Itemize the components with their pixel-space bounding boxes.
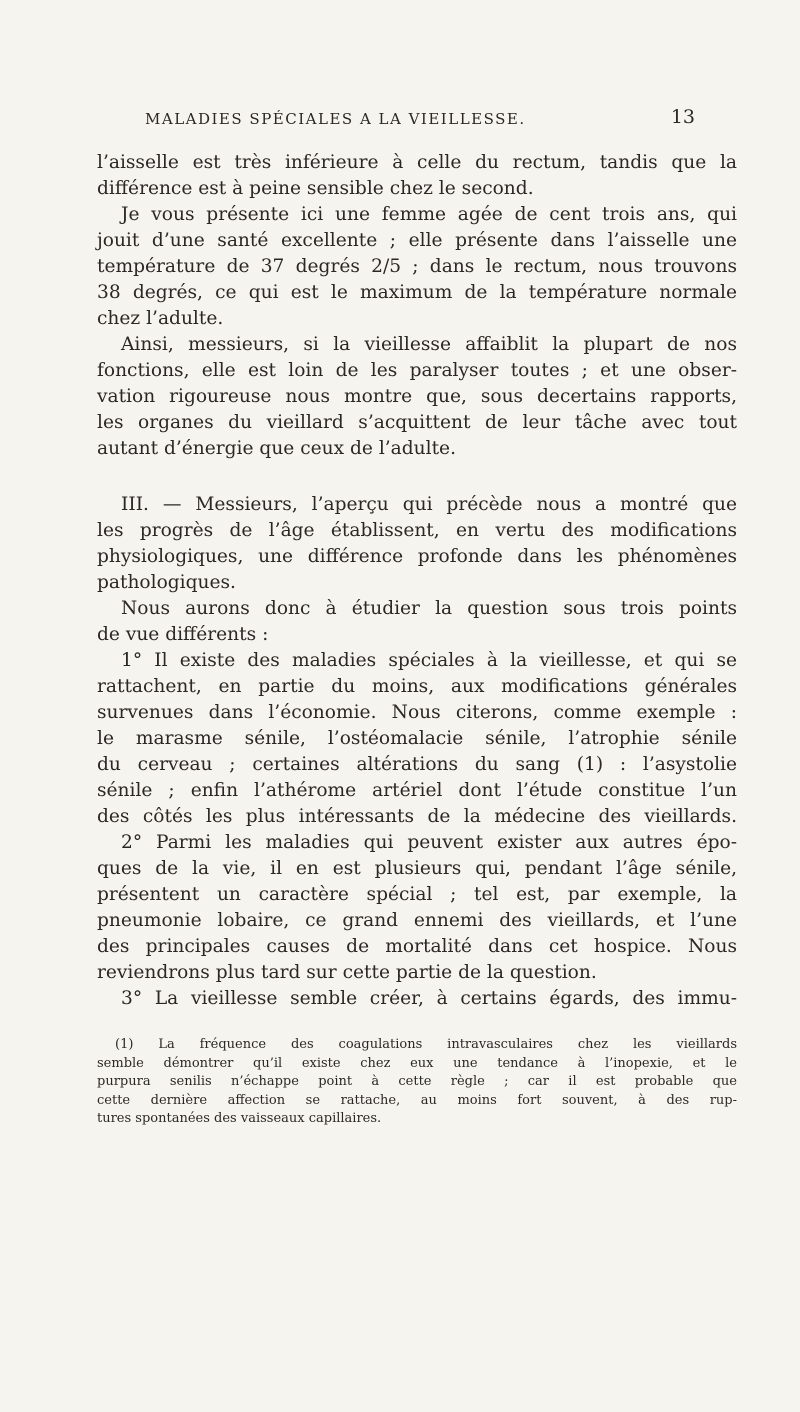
footnote-line: semble démontrer qu’il existe chez eux une tendance à l’inopexie, et le (97, 1055, 737, 1071)
footnotes (97, 1036, 737, 1129)
running-title: MALADIES SPÉCIALES A LA VIEILLESSE. (145, 110, 526, 128)
text-line: ques de la vie, il en est plusieurs qui, pendant l’âge sénile, (97, 858, 737, 879)
body-text (97, 150, 737, 1012)
text-line: Ainsi, messieurs, si la vieillesse affaiblit la plupart de nos (121, 334, 737, 355)
text-line: Je vous présente ici une femme agée de cent trois ans, qui (121, 204, 737, 225)
footnote-line: cette dernière affection se rattache, au moins fort souvent, à des rup- (97, 1092, 737, 1108)
text-line: 3° La vieillesse semble créer, à certains égards, des immu- (121, 988, 737, 1009)
text-line: le marasme sénile, l’ostéomalacie sénile, l’atrophie sénile (97, 728, 737, 749)
text-line: Nous aurons donc à étudier la question sous trois points (121, 598, 737, 619)
page-number: 13 (670, 106, 695, 128)
running-head (97, 100, 737, 140)
text-line: fonctions, elle est loin de les paralyser toutes ; et une obser- (97, 360, 737, 381)
footnote-line: tures spontanées des vaisseaux capillaires. (97, 1111, 382, 1126)
footnote-line: purpura senilis n’échappe point à cette règle ; car il est probable que (97, 1074, 737, 1089)
text-line: des côtés les plus intéressants de la médecine des vieillards. (97, 806, 737, 827)
text-line: présentent un caractère spécial ; tel est, par exemple, la (97, 884, 737, 905)
text-line: température de 37 degrés 2/5 ; dans le rectum, nous trouvons (97, 256, 737, 277)
text-line: sénile ; enfin l’athérome artériel dont l’étude constitue l’un (97, 780, 737, 801)
text-line: 1° Il existe des maladies spéciales à la vieillesse, et qui se (121, 650, 737, 671)
footnote-line: (1) La fréquence des coagulations intravasculaires chez les vieillards (115, 1037, 737, 1052)
text-line: différence est à peine sensible chez le second. (97, 178, 534, 199)
text-line: les progrès de l’âge établissent, en vertu des modifications (97, 520, 737, 541)
text-line: de vue différents : (97, 624, 269, 645)
text-line: III. — Messieurs, l’aperçu qui précède nous a montré que (121, 494, 737, 515)
text-line: pneumonie lobaire, ce grand ennemi des vieillards, et l’une (97, 910, 737, 931)
text-line: du cerveau ; certaines altérations du sang (1) : l’asystolie (97, 754, 737, 775)
text-line: rattachent, en partie du moins, aux modifications générales (97, 676, 737, 697)
text-line: vation rigoureuse nous montre que, sous decertains rapports, (97, 386, 737, 407)
section-gap (97, 462, 737, 492)
text-line: survenues dans l’économie. Nous citerons, comme exemple : (97, 702, 737, 723)
text-line: chez l’adulte. (97, 308, 224, 329)
text-line: 38 degrés, ce qui est le maximum de la température normale (97, 282, 737, 303)
text-line: jouit d’une santé excellente ; elle présente dans l’aisselle une (97, 230, 737, 251)
text-line: les organes du vieillard s’acquittent de leur tâche avec tout (97, 412, 737, 433)
text-line: pathologiques. (97, 572, 236, 593)
text-line: l’aisselle est très inférieure à celle du rectum, tandis que la (97, 152, 737, 173)
text-line: reviendrons plus tard sur cette partie de la question. (97, 962, 597, 983)
text-line: autant d’énergie que ceux de l’adulte. (97, 438, 456, 459)
text-line: des principales causes de mortalité dans cet hospice. Nous (97, 936, 737, 957)
text-line: physiologiques, une différence profonde dans les phénomènes (97, 546, 737, 567)
book-page (97, 0, 737, 1129)
text-line: 2° Parmi les maladies qui peuvent exister aux autres épo- (121, 832, 737, 853)
